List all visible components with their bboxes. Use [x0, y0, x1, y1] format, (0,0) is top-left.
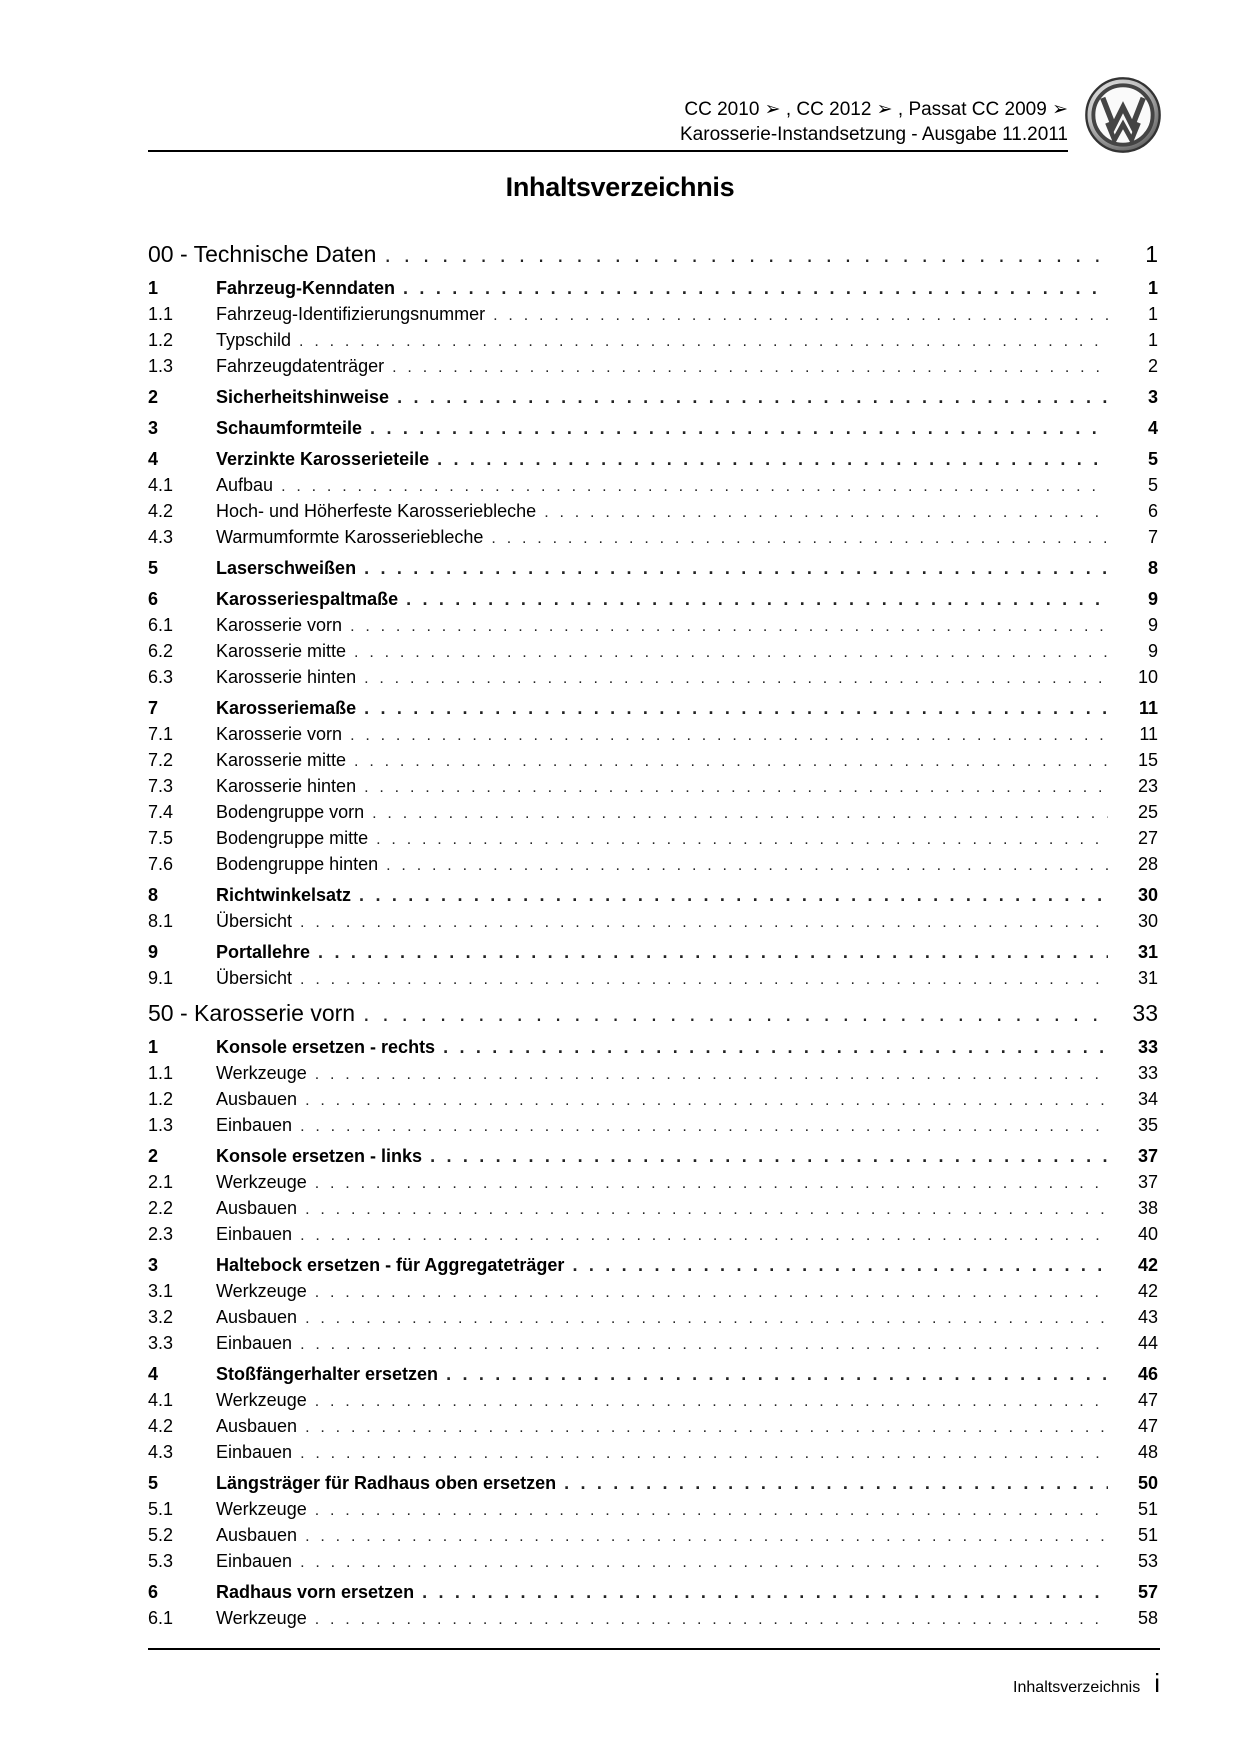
toc-dot-leader [376, 831, 1108, 849]
toc-entry-page: 7 [1147, 527, 1158, 547]
toc-entry-page: 47 [1137, 1416, 1158, 1436]
toc-entry-sub[interactable] [148, 849, 1158, 875]
toc-entry-number: 3 [148, 1255, 159, 1275]
toc-entry-page: 25 [1137, 802, 1158, 822]
toc-entry-number: 4.2 [148, 501, 174, 521]
toc-entry-number: 9.1 [148, 968, 174, 988]
toc-entry-page: 33 [1132, 1000, 1158, 1026]
footer-label: Inhaltsverzeichnis [1013, 1679, 1141, 1696]
page-header [148, 96, 1068, 152]
toc-entry-number: 6.1 [148, 1608, 174, 1628]
toc-entry-title: Ausbauen [216, 1307, 298, 1327]
toc-dot-leader [315, 1502, 1108, 1520]
toc-entry-page: 34 [1137, 1089, 1158, 1109]
toc-dot-leader [305, 1419, 1108, 1437]
toc-entry-section[interactable] [148, 875, 1158, 906]
toc-entry-title: Fahrzeugdatenträger [216, 356, 385, 376]
toc-entry-sub[interactable] [148, 1058, 1158, 1084]
toc-entry-sub[interactable] [148, 1385, 1158, 1411]
toc-entry-page: 8 [1147, 558, 1158, 578]
toc-entry-section[interactable] [148, 1463, 1158, 1494]
toc-dot-leader [300, 971, 1108, 989]
toc-entry-page: 31 [1137, 968, 1158, 988]
toc-entry-title: Werkzeuge [216, 1499, 307, 1519]
header-subtitle: Karosserie-Instandsetzung - Ausgabe 11.2011 [680, 124, 1068, 145]
toc-entry-number: 1.1 [148, 304, 174, 324]
toc-dot-leader [359, 885, 1108, 906]
toc-entry-title: Bodengruppe mitte [216, 828, 369, 848]
toc-dot-leader [437, 449, 1108, 470]
toc-entry-sub[interactable] [148, 1276, 1158, 1302]
toc-dot-leader [386, 857, 1108, 875]
toc-entry-title: 50 - Karosserie vorn [148, 1000, 356, 1026]
toc-entry-page: 47 [1137, 1390, 1158, 1410]
toc-entry-sub[interactable] [148, 1603, 1158, 1629]
toc-entry-title: Einbauen [216, 1442, 293, 1462]
toc-entry-number: 7.6 [148, 854, 174, 874]
toc-entry-title: Karosserie hinten [216, 776, 357, 796]
toc-entry-section[interactable] [148, 579, 1158, 610]
toc-entry-sub[interactable] [148, 636, 1158, 662]
toc-dot-leader [364, 698, 1108, 719]
toc-dot-leader [315, 1066, 1108, 1084]
toc-entry-number: 1.3 [148, 1115, 174, 1135]
toc-entry-page: 37 [1137, 1172, 1158, 1192]
toc-entry-page: 23 [1137, 776, 1158, 796]
toc-entry-number: 7.4 [148, 802, 174, 822]
toc-dot-leader [363, 1000, 1108, 1027]
toc-entry-number: 2.1 [148, 1172, 174, 1192]
toc-dot-leader [305, 1092, 1108, 1110]
toc-entry-sub[interactable] [148, 1437, 1158, 1463]
toc-entry-number: 2 [148, 1146, 159, 1166]
toc-entry-title: Karosserie hinten [216, 667, 357, 687]
toc-entry-chapter[interactable] [148, 989, 1158, 1027]
toc-entry-sub[interactable] [148, 325, 1158, 351]
toc-dot-leader [493, 307, 1108, 325]
toc-entry-title: Karosserie vorn [216, 724, 343, 744]
toc-entry-title: Einbauen [216, 1115, 293, 1135]
toc-dot-leader [364, 779, 1108, 797]
toc-entry-sub[interactable] [148, 522, 1158, 548]
toc-dot-leader [300, 1445, 1108, 1463]
toc-dot-leader [300, 1227, 1108, 1245]
toc-entry-sub[interactable] [148, 745, 1158, 771]
toc-entry-number: 5 [148, 558, 159, 578]
toc-entry-page: 15 [1137, 750, 1158, 770]
toc-dot-leader [354, 753, 1108, 771]
toc-entry-number: 5.1 [148, 1499, 174, 1519]
toc-entry-title: Sicherheitshinweise [216, 387, 390, 407]
toc-entry-sub[interactable] [148, 662, 1158, 688]
toc-entry-number: 1.2 [148, 1089, 174, 1109]
toc-entry-number: 5 [148, 1473, 159, 1493]
toc-entry-page: 51 [1137, 1525, 1158, 1545]
toc-entry-title: Verzinkte Karosserieteile [216, 449, 430, 469]
toc-entry-sub[interactable] [148, 719, 1158, 745]
toc-dot-leader [430, 1146, 1108, 1167]
toc-entry-page: 5 [1147, 449, 1158, 469]
toc-entry-page: 57 [1137, 1582, 1158, 1602]
toc-entry-page: 44 [1137, 1333, 1158, 1353]
toc-entry-number: 8.1 [148, 911, 174, 931]
toc-entry-section[interactable] [148, 548, 1158, 579]
toc-entry-title: Stoßfängerhalter ersetzen [216, 1364, 439, 1384]
page-footer [1013, 1668, 1160, 1699]
toc-entry-page: 33 [1137, 1063, 1158, 1083]
toc-entry-number: 7 [148, 698, 159, 718]
toc-entry-number: 4 [148, 1364, 159, 1384]
toc-entry-page: 1 [1147, 304, 1158, 324]
toc-entry-page: 30 [1137, 911, 1158, 931]
toc-entry-title: Karosserie mitte [216, 641, 347, 661]
toc-entry-number: 4.2 [148, 1416, 174, 1436]
toc-entry-number: 7.1 [148, 724, 174, 744]
toc-entry-section[interactable] [148, 377, 1158, 408]
toc-entry-number: 3.2 [148, 1307, 174, 1327]
toc-entry-title: Konsole ersetzen - rechts [216, 1037, 436, 1057]
toc-dot-leader [422, 1582, 1108, 1603]
toc-entry-sub[interactable] [148, 1520, 1158, 1546]
toc-entry-title: Radhaus vorn ersetzen [216, 1582, 415, 1602]
toc-entry-page: 30 [1137, 885, 1158, 905]
toc-entry-title: Schaumformteile [216, 418, 363, 438]
toc-dot-leader [350, 618, 1108, 636]
toc-entry-number: 4.1 [148, 1390, 174, 1410]
toc-entry-number: 4.3 [148, 1442, 174, 1462]
toc-entry-title: Ausbauen [216, 1416, 298, 1436]
toc-entry-title: Einbauen [216, 1551, 293, 1571]
toc-entry-section[interactable] [148, 932, 1158, 963]
toc-dot-leader [572, 1255, 1108, 1276]
toc-entry-page: 28 [1137, 854, 1158, 874]
toc-entry-page: 51 [1137, 1499, 1158, 1519]
toc-entry-chapter[interactable] [148, 240, 1158, 268]
toc-entry-section[interactable] [148, 408, 1158, 439]
toc-dot-leader [305, 1310, 1108, 1328]
toc-entry-number: 7.2 [148, 750, 174, 770]
toc-entry-title: Portallehre [216, 942, 311, 962]
toc-dot-leader [384, 241, 1108, 268]
toc-entry-section[interactable] [148, 1027, 1158, 1058]
toc-entry-section[interactable] [148, 1354, 1158, 1385]
toc-dot-leader [443, 1037, 1108, 1058]
toc-entry-page: 46 [1137, 1364, 1158, 1384]
toc-entry-number: 1 [148, 278, 159, 298]
toc-entry-page: 42 [1137, 1281, 1158, 1301]
toc-dot-leader [564, 1473, 1108, 1494]
table-of-contents [148, 240, 1158, 1629]
toc-entry-title: Werkzeuge [216, 1063, 307, 1083]
toc-dot-leader [354, 644, 1108, 662]
toc-entry-title: Einbauen [216, 1224, 293, 1244]
toc-entry-page: 58 [1137, 1608, 1158, 1628]
toc-entry-title: 00 - Technische Daten [148, 241, 377, 267]
toc-entry-title: Typschild [216, 330, 292, 350]
toc-entry-title: Werkzeuge [216, 1390, 307, 1410]
toc-dot-leader [364, 670, 1108, 688]
toc-entry-number: 9 [148, 942, 159, 962]
toc-entry-sub[interactable] [148, 1494, 1158, 1520]
toc-entry-page: 50 [1137, 1473, 1158, 1493]
toc-entry-sub[interactable] [148, 797, 1158, 823]
toc-entry-page: 4 [1147, 418, 1158, 438]
toc-entry-page: 31 [1137, 942, 1158, 962]
toc-entry-number: 4.1 [148, 475, 174, 495]
toc-entry-page: 9 [1147, 641, 1158, 661]
toc-entry-number: 3.1 [148, 1281, 174, 1301]
toc-entry-number: 2.3 [148, 1224, 174, 1244]
toc-entry-number: 6.2 [148, 641, 174, 661]
toc-entry-number: 7.3 [148, 776, 174, 796]
toc-dot-leader [491, 530, 1108, 548]
toc-entry-title: Richtwinkelsatz [216, 885, 352, 905]
toc-entry-title: Bodengruppe vorn [216, 802, 365, 822]
toc-entry-sub[interactable] [148, 610, 1158, 636]
toc-entry-title: Einbauen [216, 1333, 293, 1353]
toc-entry-sub[interactable] [148, 1167, 1158, 1193]
toc-entry-page: 10 [1137, 667, 1158, 687]
toc-dot-leader [403, 278, 1108, 299]
toc-entry-number: 3 [148, 418, 159, 438]
toc-dot-leader [305, 1201, 1108, 1219]
toc-entry-page: 38 [1137, 1198, 1158, 1218]
toc-entry-sub[interactable] [148, 906, 1158, 932]
toc-entry-title: Ausbauen [216, 1089, 298, 1109]
toc-entry-page: 43 [1137, 1307, 1158, 1327]
toc-entry-page: 3 [1147, 387, 1158, 407]
toc-entry-page: 37 [1137, 1146, 1158, 1166]
toc-entry-page: 33 [1137, 1037, 1158, 1057]
toc-entry-page: 5 [1147, 475, 1158, 495]
toc-entry-sub[interactable] [148, 299, 1158, 325]
toc-entry-title: Ausbauen [216, 1198, 298, 1218]
toc-entry-title: Karosseriemaße [216, 698, 357, 718]
toc-dot-leader [544, 504, 1108, 522]
toc-entry-sub[interactable] [148, 963, 1158, 989]
toc-entry-page: 9 [1147, 589, 1158, 609]
toc-entry-sub[interactable] [148, 1084, 1158, 1110]
toc-entry-page: 6 [1147, 501, 1158, 521]
toc-entry-page: 35 [1137, 1115, 1158, 1135]
toc-entry-number: 5.2 [148, 1525, 174, 1545]
toc-dot-leader [300, 1336, 1108, 1354]
toc-entry-page: 9 [1147, 615, 1158, 635]
toc-entry-sub[interactable] [148, 771, 1158, 797]
toc-dot-leader [299, 333, 1108, 351]
toc-entry-number: 4.3 [148, 527, 174, 547]
toc-entry-sub[interactable] [148, 1193, 1158, 1219]
toc-dot-leader [300, 1554, 1108, 1572]
toc-entry-sub[interactable] [148, 1411, 1158, 1437]
toc-entry-page: 11 [1139, 724, 1158, 744]
toc-dot-leader [364, 558, 1108, 579]
toc-entry-sub[interactable] [148, 823, 1158, 849]
toc-entry-number: 5.3 [148, 1551, 174, 1571]
toc-entry-page: 53 [1137, 1551, 1158, 1571]
toc-entry-page: 1 [1145, 241, 1158, 267]
toc-dot-leader [372, 805, 1108, 823]
toc-entry-title: Werkzeuge [216, 1281, 307, 1301]
toc-dot-leader [315, 1611, 1108, 1629]
toc-entry-title: Hoch- und Höherfeste Karosseriebleche [216, 501, 537, 521]
toc-entry-title: Laserschweißen [216, 558, 357, 578]
toc-entry-section[interactable] [148, 268, 1158, 299]
toc-entry-title: Haltebock ersetzen - für Aggregateträger [216, 1255, 565, 1275]
toc-entry-number: 2.2 [148, 1198, 174, 1218]
vw-logo-icon [1084, 76, 1162, 154]
toc-entry-number: 4 [148, 449, 159, 469]
toc-entry-title: Längsträger für Radhaus oben ersetzen [216, 1473, 557, 1493]
toc-entry-title: Ausbauen [216, 1525, 298, 1545]
toc-entry-number: 6.3 [148, 667, 174, 687]
toc-dot-leader [350, 727, 1108, 745]
toc-entry-title: Karosserie mitte [216, 750, 347, 770]
toc-entry-sub[interactable] [148, 1219, 1158, 1245]
toc-entry-title: Übersicht [216, 911, 293, 931]
toc-dot-leader [392, 359, 1108, 377]
toc-entry-sub[interactable] [148, 1328, 1158, 1354]
toc-entry-page: 1 [1147, 278, 1158, 298]
toc-entry-page: 11 [1138, 698, 1158, 718]
toc-entry-number: 1 [148, 1037, 159, 1057]
toc-entry-page: 40 [1137, 1224, 1158, 1244]
footer-divider [148, 1648, 1160, 1650]
toc-dot-leader [370, 418, 1108, 439]
toc-entry-section[interactable] [148, 688, 1158, 719]
toc-entry-page: 27 [1137, 828, 1158, 848]
toc-entry-number: 6 [148, 589, 159, 609]
toc-dot-leader [318, 942, 1108, 963]
toc-entry-sub[interactable] [148, 1302, 1158, 1328]
header-models: CC 2010 ➢ , CC 2012 ➢ , Passat CC 2009 ➢ [684, 99, 1068, 120]
toc-entry-section[interactable] [148, 1572, 1158, 1603]
toc-entry-number: 3.3 [148, 1333, 174, 1353]
toc-entry-sub[interactable] [148, 1546, 1158, 1572]
toc-entry-title: Fahrzeug-Kenndaten [216, 278, 396, 298]
toc-entry-sub[interactable] [148, 470, 1158, 496]
toc-entry-title: Konsole ersetzen - links [216, 1146, 423, 1166]
toc-entry-title: Aufbau [216, 475, 274, 495]
toc-entry-title: Warmumformte Karosseriebleche [216, 527, 484, 547]
toc-entry-sub[interactable] [148, 496, 1158, 522]
toc-dot-leader [446, 1364, 1108, 1385]
toc-entry-page: 1 [1147, 330, 1158, 350]
toc-dot-leader [397, 387, 1108, 408]
toc-entry-title: Karosserie vorn [216, 615, 343, 635]
toc-entry-section[interactable] [148, 1245, 1158, 1276]
toc-dot-leader [281, 478, 1108, 496]
toc-entry-number: 6.1 [148, 615, 174, 635]
footer-page-number: i [1154, 1668, 1160, 1698]
toc-entry-page: 48 [1137, 1442, 1158, 1462]
toc-dot-leader [315, 1175, 1108, 1193]
toc-entry-number: 2 [148, 387, 159, 407]
toc-entry-number: 7.5 [148, 828, 174, 848]
toc-entry-page: 2 [1147, 356, 1158, 376]
document-title: Inhaltsverzeichnis [505, 172, 735, 202]
toc-entry-title: Bodengruppe hinten [216, 854, 379, 874]
toc-entry-title: Werkzeuge [216, 1608, 307, 1628]
toc-dot-leader [300, 1118, 1108, 1136]
toc-entry-number: 6 [148, 1582, 159, 1602]
toc-entry-number: 1.2 [148, 330, 174, 350]
toc-dot-leader [315, 1393, 1108, 1411]
toc-entry-sub[interactable] [148, 351, 1158, 377]
toc-entry-sub[interactable] [148, 1110, 1158, 1136]
toc-entry-number: 8 [148, 885, 159, 905]
toc-entry-title: Werkzeuge [216, 1172, 307, 1192]
toc-entry-number: 1.1 [148, 1063, 174, 1083]
toc-entry-section[interactable] [148, 439, 1158, 470]
toc-entry-title: Übersicht [216, 968, 293, 988]
toc-entry-section[interactable] [148, 1136, 1158, 1167]
toc-entry-title: Fahrzeug-Identifizierungsnummer [216, 304, 486, 324]
toc-dot-leader [300, 914, 1108, 932]
toc-entry-number: 1.3 [148, 356, 174, 376]
toc-dot-leader [406, 589, 1108, 610]
toc-dot-leader [305, 1528, 1108, 1546]
toc-dot-leader [315, 1284, 1108, 1302]
toc-entry-page: 42 [1137, 1255, 1158, 1275]
toc-entry-title: Karosseriespaltmaße [216, 589, 399, 609]
